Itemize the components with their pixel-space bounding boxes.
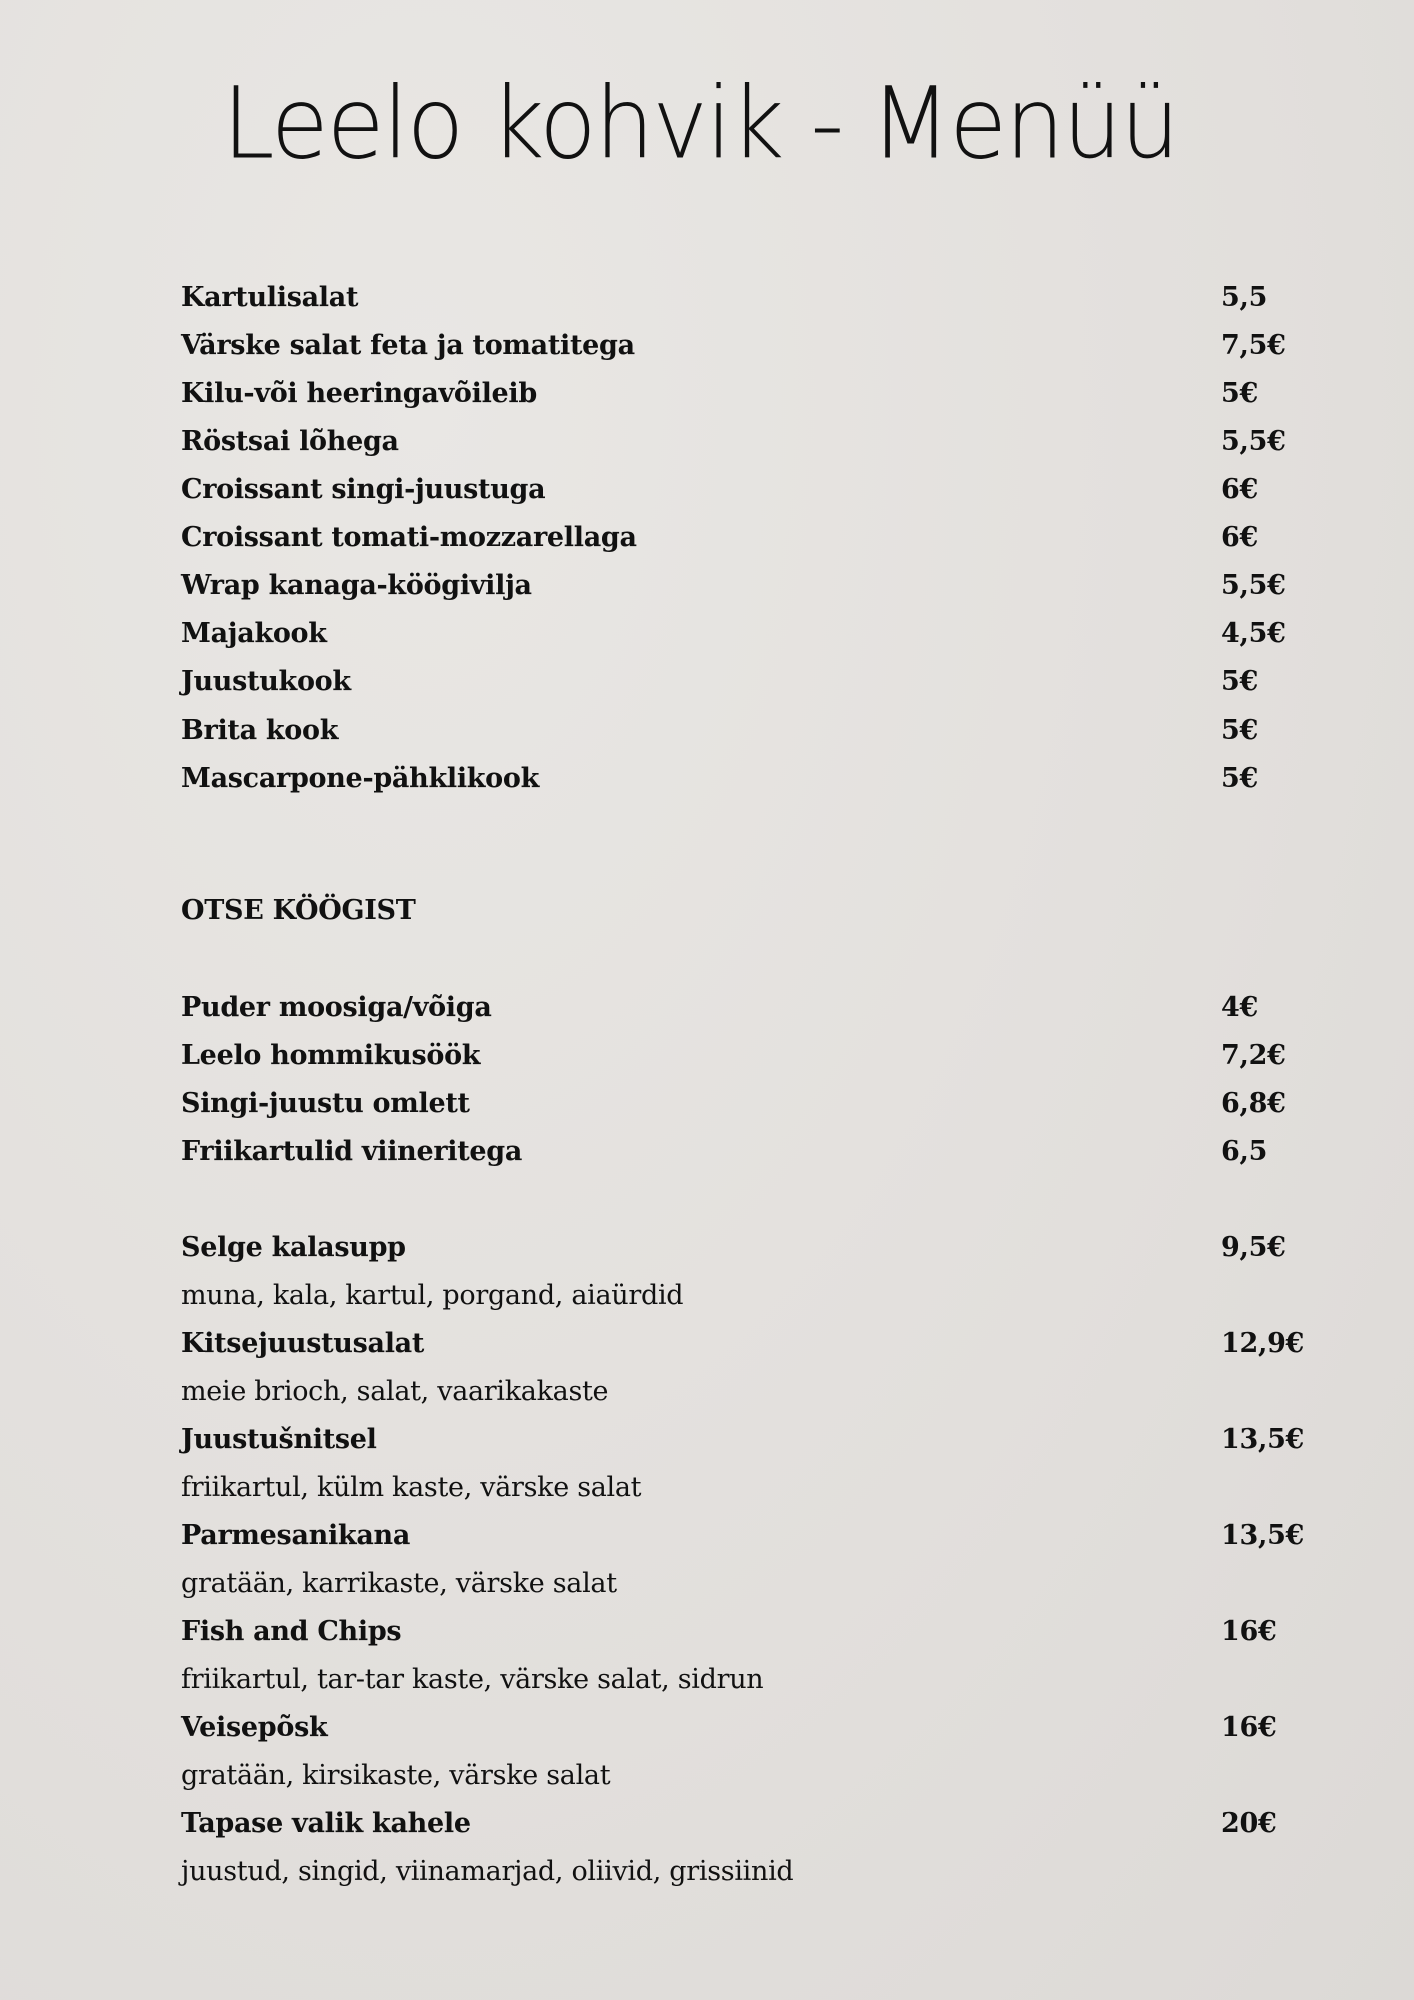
menu-item-name: Kartulisalat xyxy=(181,282,359,313)
menu-item-name: Värske salat feta ja tomatitega xyxy=(181,330,635,361)
menu-item-price: 20€ xyxy=(1221,1808,1277,1839)
menu-item-name: Juustušnitsel xyxy=(181,1424,377,1455)
menu-item-desc: meie brioch, salat, vaarikakaste xyxy=(181,1376,609,1407)
menu-item-desc: friikartul, tar-tar kaste, värske salat, sidrun xyxy=(181,1664,764,1695)
menu-item xyxy=(181,1322,1305,1366)
menu-item-description xyxy=(181,1274,1301,1318)
menu-item xyxy=(181,372,1301,416)
menu-item xyxy=(181,420,1301,464)
menu-item-desc: juustud, singid, viinamarjad, oliivid, grissiinid xyxy=(181,1856,794,1887)
menu-item-name: Wrap kanaga-köögivilja xyxy=(181,570,532,601)
menu-item-desc: muna, kala, kartul, porgand, aiaürdid xyxy=(181,1280,684,1311)
menu-item-price: 4,5€ xyxy=(1221,618,1286,649)
menu-item-price: 12,9€ xyxy=(1221,1328,1305,1359)
menu-item-description xyxy=(181,1562,1301,1606)
menu-item xyxy=(181,986,1301,1030)
menu-item-name: Brita kook xyxy=(181,715,339,746)
menu-item-name: Singi-juustu omlett xyxy=(181,1088,470,1119)
menu-item xyxy=(181,1706,1301,1750)
menu-item-price: 4€ xyxy=(1221,992,1258,1023)
menu-item-description xyxy=(181,1850,1301,1894)
menu-item-description xyxy=(181,1754,1301,1798)
menu-item-price: 9,5€ xyxy=(1221,1232,1286,1263)
menu-item-price: 7,2€ xyxy=(1221,1040,1286,1071)
menu-item xyxy=(181,1034,1301,1078)
menu-item-price: 5€ xyxy=(1221,378,1258,409)
menu-item-price: 7,5€ xyxy=(1221,330,1286,361)
menu-item xyxy=(181,564,1301,608)
menu-item xyxy=(181,1130,1301,1174)
menu-item-price: 13,5€ xyxy=(1221,1520,1305,1551)
menu-item xyxy=(181,1226,1301,1270)
menu-item xyxy=(181,276,1301,320)
menu-item-desc: gratään, kirsikaste, värske salat xyxy=(181,1760,611,1791)
menu-item xyxy=(181,612,1301,656)
menu-item xyxy=(181,516,1301,560)
menu-item-description xyxy=(181,1658,1301,1702)
menu-item-price: 5,5€ xyxy=(1221,426,1286,457)
menu-item xyxy=(181,468,1301,512)
menu-item-name: Friikartulid viineritega xyxy=(181,1136,523,1167)
menu-item-name: Kitsejuustusalat xyxy=(181,1328,425,1359)
menu-item-name: Veisepõsk xyxy=(181,1712,328,1743)
page-title: Leelo kohvik - Menüü xyxy=(222,67,1178,182)
menu-item-description xyxy=(181,1466,1301,1510)
menu-item-desc: gratään, karrikaste, värske salat xyxy=(181,1568,617,1599)
menu-item-name: Croissant singi-juustuga xyxy=(181,474,546,505)
section-heading: OTSE KÖÖGIST xyxy=(181,895,416,926)
menu-item-price: 5,5 xyxy=(1221,282,1268,313)
menu-item-name: Selge kalasupp xyxy=(181,1232,406,1263)
menu-item-name: Croissant tomati-mozzarellaga xyxy=(181,522,637,553)
menu-item-price: 5€ xyxy=(1221,763,1258,794)
menu-item-name: Tapase valik kahele xyxy=(181,1808,471,1839)
menu-item xyxy=(181,757,1301,801)
menu-item-price: 6€ xyxy=(1221,474,1258,505)
menu-item-price: 6,5 xyxy=(1221,1136,1268,1167)
menu-item-name: Fish and Chips xyxy=(181,1616,402,1647)
menu-item xyxy=(181,709,1301,753)
menu-item xyxy=(181,1802,1301,1846)
menu-item-price: 5,5€ xyxy=(1221,570,1286,601)
menu-item-name: Puder moosiga/võiga xyxy=(181,992,492,1023)
menu-item xyxy=(181,1514,1305,1558)
menu-item-price: 6€ xyxy=(1221,522,1258,553)
menu-item xyxy=(181,1082,1301,1126)
menu-item xyxy=(181,1418,1305,1462)
menu-item-name: Kilu-või heeringavõileib xyxy=(181,378,537,409)
menu-item-price: 16€ xyxy=(1221,1616,1277,1647)
menu-item-name: Mascarpone-pähklikook xyxy=(181,763,540,794)
menu-item-name: Parmesanikana xyxy=(181,1520,411,1551)
menu-item xyxy=(181,660,1301,704)
menu-item-price: 6,8€ xyxy=(1221,1088,1286,1119)
menu-item xyxy=(181,324,1301,368)
menu-item-description xyxy=(181,1370,1301,1414)
menu-item-price: 13,5€ xyxy=(1221,1424,1305,1455)
menu-item-desc: friikartul, külm kaste, värske salat xyxy=(181,1472,642,1503)
menu-item-name: Röstsai lõhega xyxy=(181,426,399,457)
menu-item-price: 5€ xyxy=(1221,715,1258,746)
menu-item xyxy=(181,1610,1301,1654)
menu-item-name: Juustukook xyxy=(181,666,351,697)
menu-item-price: 5€ xyxy=(1221,666,1258,697)
menu-item-name: Leelo hommikusöök xyxy=(181,1040,481,1071)
menu-item-name: Majakook xyxy=(181,618,327,649)
menu-item-price: 16€ xyxy=(1221,1712,1277,1743)
